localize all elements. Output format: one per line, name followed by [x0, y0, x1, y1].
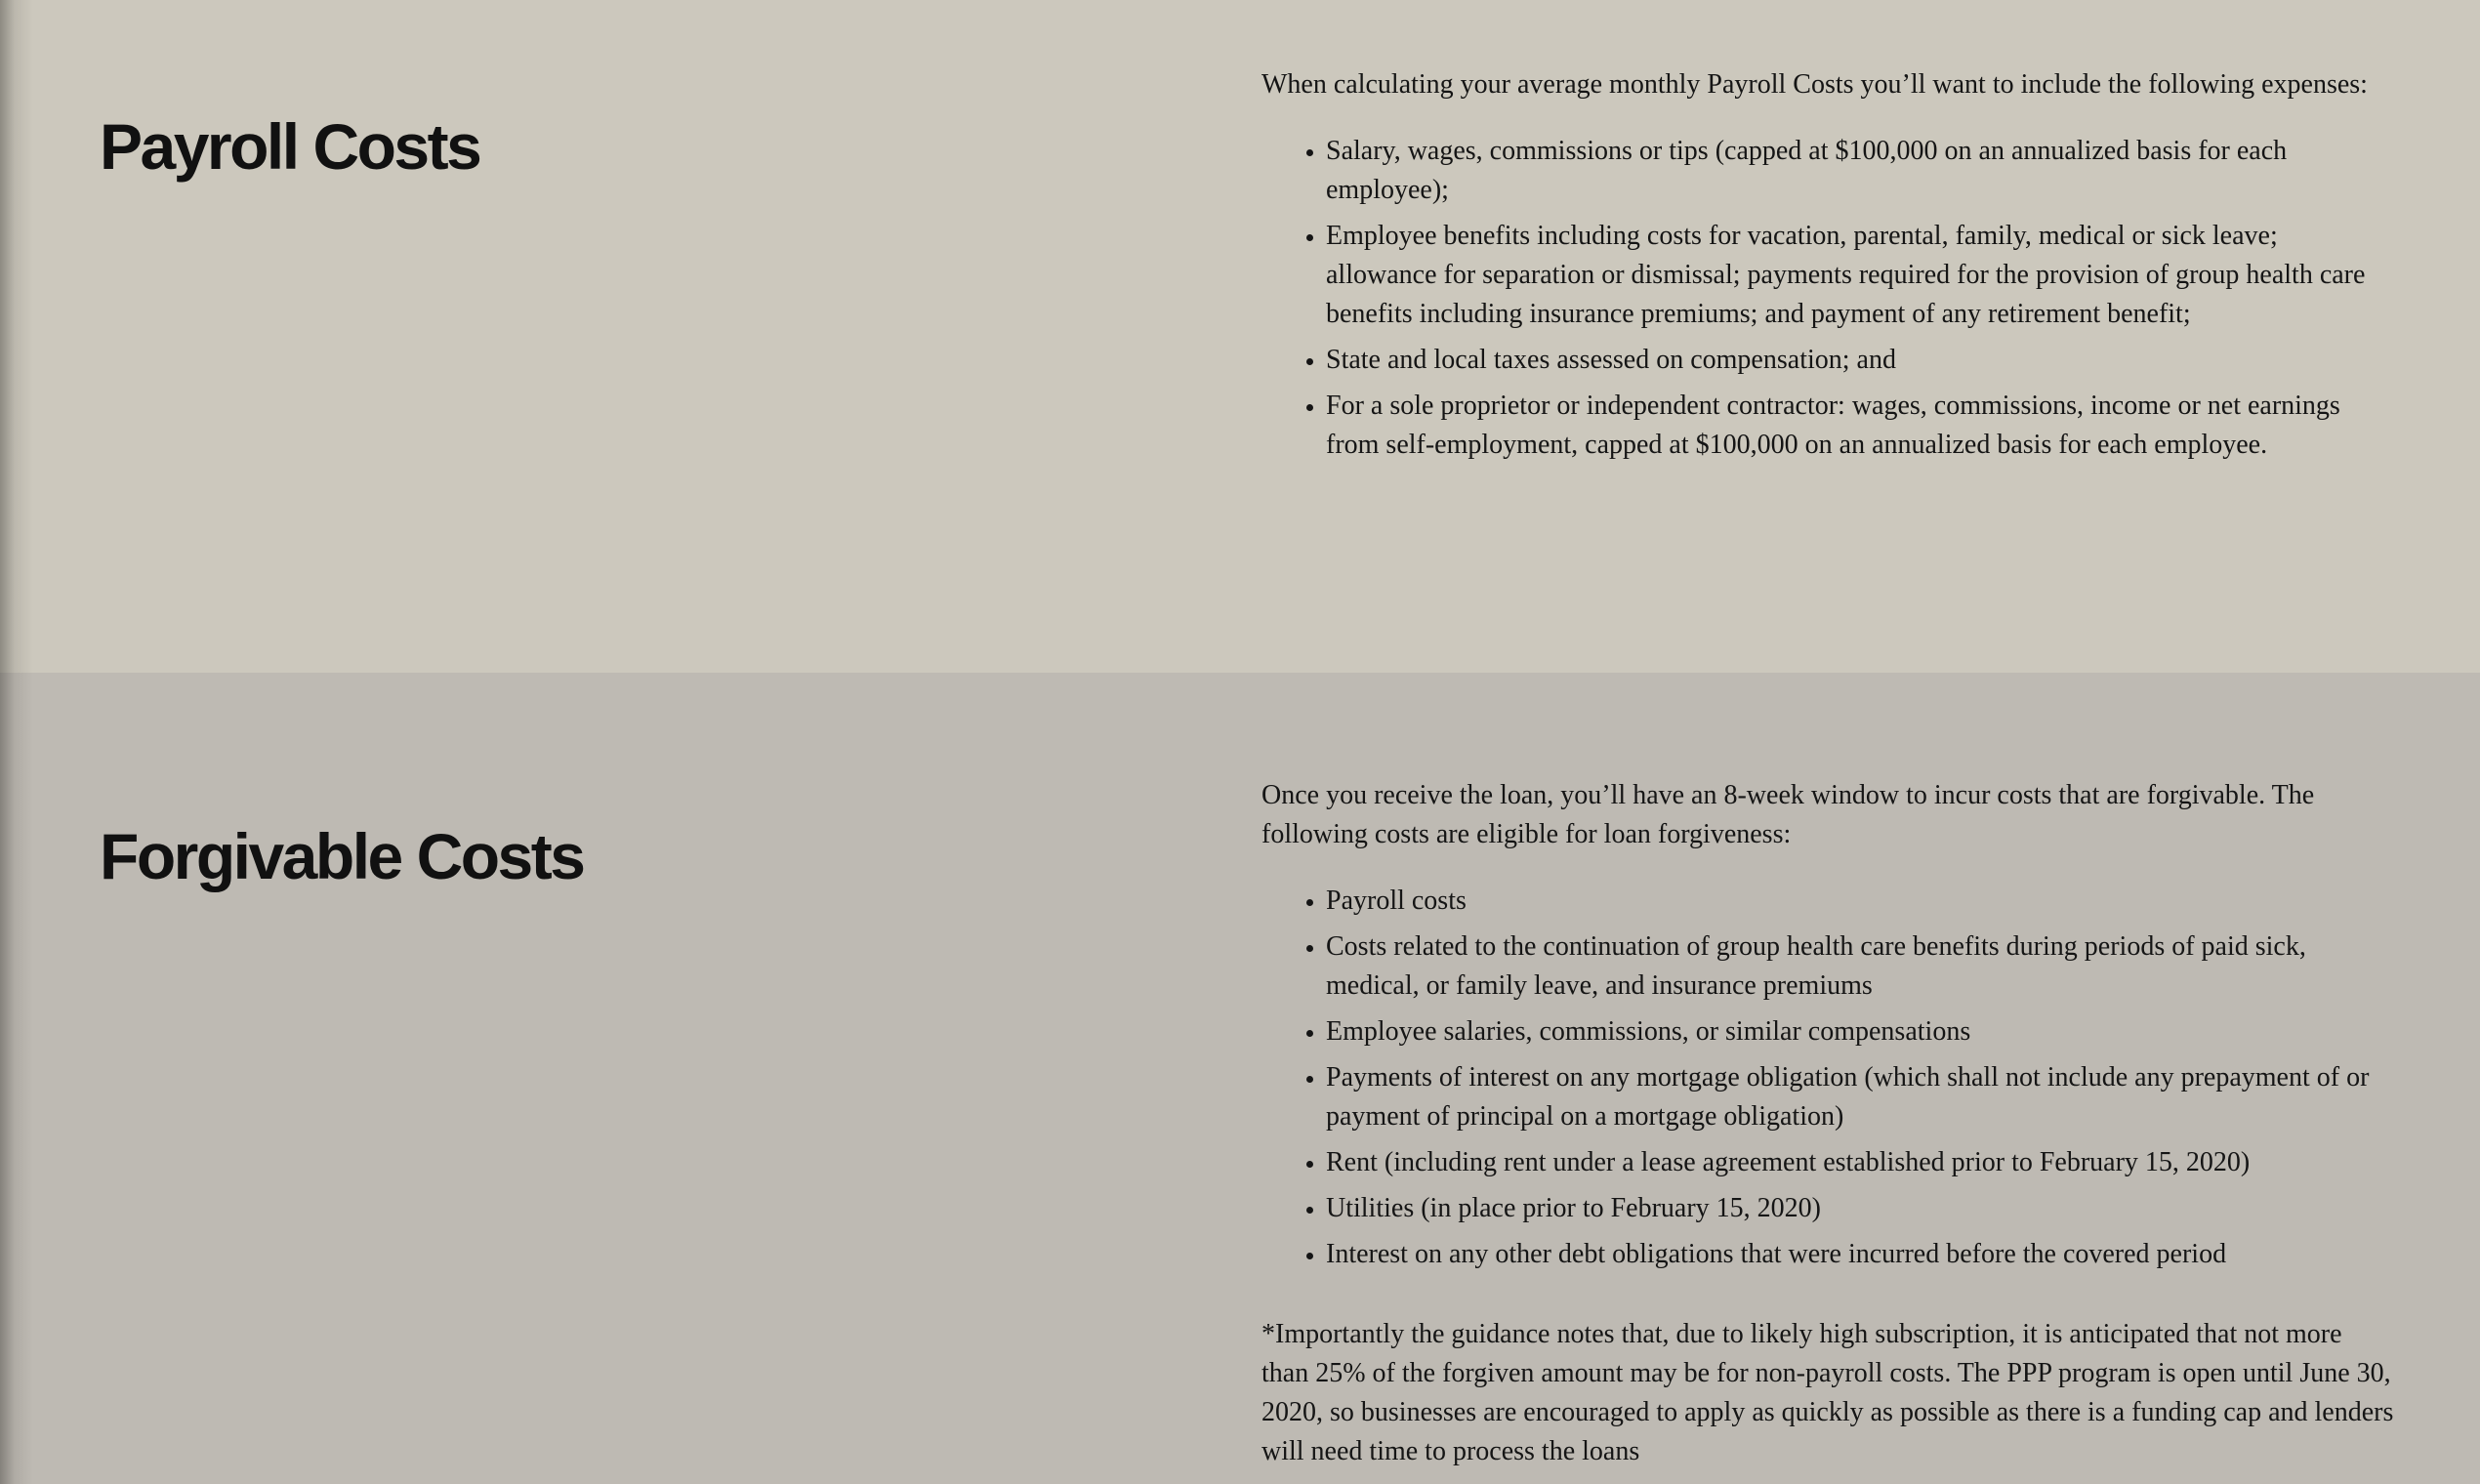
forgivable-costs-note: *Importantly the guidance notes that, due to likely high subscription, it is anticipated that not more than 25% of the forgiven amount may be for non-payroll costs. The PPP program is open until June 30, 2020, so businesses are encouraged to apply as quickly as possible as there is a funding cap and lenders will need time to process the loans — [1261, 1319, 2394, 1466]
forgivable-costs-list — [1261, 882, 2394, 1274]
payroll-costs-content — [1261, 65, 2394, 472]
forgivable-costs-list-item: • Employee salaries, commissions, or similar compensations — [1326, 1012, 2394, 1051]
forgivable-costs-list-item: • Rent (including rent under a lease agreement established prior to February 15, 2020) — [1326, 1143, 2394, 1182]
forgivable-costs-list-item: • Payroll costs — [1326, 882, 2394, 921]
forgivable-costs-section — [0, 673, 2480, 1484]
payroll-costs-list — [1261, 132, 2394, 465]
forgivable-costs-list-item: • Costs related to the continuation of group health care benefits during periods of paid sick, medical, or family leave, and insurance premiums — [1326, 928, 2394, 1006]
payroll-costs-heading: Payroll Costs — [100, 110, 480, 183]
payroll-costs-section — [0, 0, 2480, 673]
forgivable-costs-list-item: • Payments of interest on any mortgage obligation (which shall not include any prepayment of or payment of principal on a mortgage obligation) — [1326, 1058, 2394, 1136]
payroll-costs-intro: When calculating your average monthly Payroll Costs you’ll want to include the following expenses: — [1261, 69, 2368, 100]
payroll-costs-list-item: • For a sole proprietor or independent contractor: wages, commissions, income or net earnings from self-employment, capped at $100,000 on an annualized basis for each employee. — [1326, 387, 2394, 465]
payroll-costs-list-item: • State and local taxes assessed on compensation; and — [1326, 341, 2394, 380]
payroll-costs-list-item: • Salary, wages, commissions or tips (capped at $100,000 on an annualized basis for each employee); — [1326, 132, 2394, 210]
payroll-costs-list-item: • Employee benefits including costs for vacation, parental, family, medical or sick leave; allowance for separation or dismissal; payments required for the provision of group health care benefits including insurance premiums; and payment of any retirement benefit; — [1326, 217, 2394, 334]
forgivable-costs-content — [1261, 776, 2394, 1471]
forgivable-costs-list-item: • Interest on any other debt obligations that were incurred before the covered period — [1326, 1235, 2394, 1274]
forgivable-costs-list-item: • Utilities (in place prior to February 15, 2020) — [1326, 1189, 2394, 1228]
forgivable-costs-intro: Once you receive the loan, you’ll have an 8-week window to incur costs that are forgivable. The following costs are eligible for loan forgiveness: — [1261, 780, 2315, 849]
forgivable-costs-heading: Forgivable Costs — [100, 820, 584, 892]
